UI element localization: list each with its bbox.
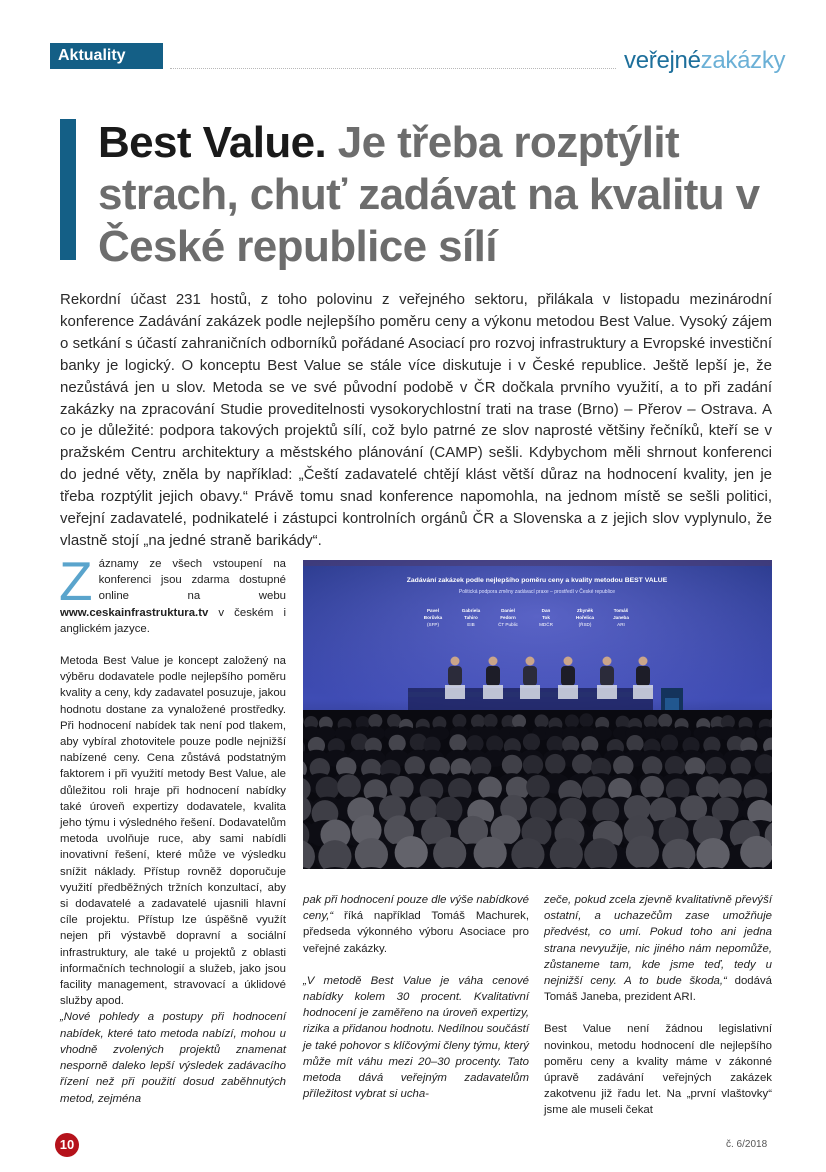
- audience-member: [661, 735, 678, 752]
- intro-paragraph: [59, 550, 286, 637]
- paragraph-gap: [544, 1005, 772, 1021]
- svg-text:Tahiro: Tahiro: [464, 615, 478, 620]
- magazine-brand: [624, 46, 785, 76]
- svg-text:Fedorn: Fedorn: [500, 615, 516, 620]
- audience-member: [572, 754, 592, 774]
- text-column-2: [303, 892, 529, 1102]
- svg-text:Daniel: Daniel: [501, 608, 515, 613]
- quote-continuation: [303, 892, 529, 957]
- audience-member: [395, 836, 428, 869]
- audience-member: [478, 776, 502, 800]
- audience-member: [471, 714, 485, 728]
- audience-member: [452, 714, 466, 728]
- screen-title: Zadávání zakázek podle nejlepšího poměru ceny a kvality metodou BEST VALUE: [406, 577, 668, 584]
- audience-member: [526, 775, 550, 799]
- article-title: [98, 117, 798, 273]
- drop-cap: Z: [59, 550, 93, 612]
- audience-member: [640, 776, 664, 800]
- audience-member: [484, 714, 498, 728]
- section-tag: Aktuality: [50, 43, 163, 69]
- audience-member: [337, 774, 361, 798]
- audience-member: [523, 733, 540, 750]
- title-accent-bar: [60, 119, 76, 260]
- audience-member: [582, 776, 606, 800]
- title-highlight: Best Value.: [98, 118, 327, 167]
- svg-text:Dan: Dan: [541, 608, 551, 613]
- conference-photo: [303, 560, 772, 869]
- audience-member: [389, 735, 406, 752]
- svg-text:ČT Public: ČT Public: [498, 622, 518, 627]
- audience-member: [565, 714, 579, 728]
- brand-part-1: veřejné: [624, 47, 701, 74]
- audience-member: [626, 836, 659, 869]
- audience-member: [368, 714, 382, 728]
- svg-text:Tomáš: Tomáš: [613, 608, 629, 613]
- text-column-3: [544, 892, 772, 1119]
- intro-text: áznamy ze všech vstoupení na konferenci jsou zdarma dostupné online na webu: [98, 558, 286, 603]
- body-paragraph: Best Value není žádnou legislativní novinkou, metodu hodnocení dle nejlepšího poměru ceny a kvality máme v zákonné úpravě zadávání veřejných zakázek zakotvenu již řadu let. Na „první vlaštovky“ jsme ale museli čekat: [544, 1023, 772, 1117]
- audience-member: [613, 756, 633, 776]
- audience-member: [466, 735, 483, 752]
- header-divider: [170, 68, 616, 69]
- article-lead: Rekordní účast 231 hostů, z toho polovinu z veřejného sektoru, přilákala v listopadu mezinárodní konference Zadávání zakázek podle nejlepšího poměru ceny a výkonu metodou Best Value. Vysoký zájem o setkání s účastí zahraničních odborníků pořádané Asociací pro rozvoj infrastruktury a Evropské investiční banky je logický. O konceptu Best Value se stále více diskutuje i v České republice. Ještě lepší je, že nezůstává jen u slov. Metoda se ve své původní podobě v ČR dočkala prvního využití, a to při zadání zakázky na zpracování Studie proveditelnosti vysokorychlostní trati na trase (Brno) – Přerov – Ostrava. A co je důležité: podpora takových projektů sílí, což bylo patrné ze slov naprosté většiny řečníků, kteří se v pražském Centru architektury a městského plánování (CAMP) sešli. Kdybychom měli shrnout konferenci do jedné věty, zněla by například: „Čeští zadavatelé chtějí klást větší důraz na hodnocení kvality, jen je třeba rozptýlit jejich obavy.“ Právě tomu snad konference napomohla, na jednom místě se sešli politici, veřejní zadavatelé, podnikatelé i zástupci kontrolních orgánů ČR a Slovenska a z jejich slov vyplynulo, že vlastně stojí „na jedné straně barikády“.: [60, 291, 772, 549]
- quote-attribution: dodává Tomáš Janeba, prezident ARI.: [544, 975, 772, 1004]
- audience-member: [474, 837, 507, 869]
- audience-member: [502, 755, 522, 775]
- conference-photo-art: [303, 560, 772, 869]
- svg-text:Pavel: Pavel: [426, 608, 440, 613]
- audience-member-body: [335, 726, 355, 740]
- svg-text:ARI: ARI: [617, 622, 625, 627]
- paragraph-gap: [303, 957, 529, 973]
- svg-text:Tok: Tok: [542, 615, 550, 620]
- audience-member: [433, 837, 466, 869]
- svg-text:(SFP): (SFP): [427, 622, 439, 627]
- svg-text:Hořelica: Hořelica: [575, 615, 595, 620]
- quote-text: pak při hodnocení pouze dle výše nabídkové ceny,“: [303, 894, 529, 923]
- audience-member: [449, 734, 466, 751]
- svg-text:MDČR: MDČR: [539, 622, 553, 627]
- svg-text:Gabriela: Gabriela: [461, 608, 481, 613]
- svg-text:EIB: EIB: [467, 622, 475, 627]
- svg-text:(ŘSD): (ŘSD): [578, 622, 592, 627]
- paragraph-gap: [60, 637, 286, 653]
- body-paragraph: Metoda Best Value je koncept založený na výběru dodavatele podle nejlepšího poměru kvality a ceny, kdy zadavatel posuzuje, jakou hodnotu dostane za vynaložené prostředky. Při hodnocení nabídek tak není pod tlakem, aby vybíral zhotovitele pouze podle nejnižší nabízené ceny. Cena zůstává podstatným faktorem i při využití metody Best Value, ale důležitou roli hraje při hodnocení nabídky také úroveň expertizy dodavatele, kvalita jeho týmu i výsledného řešení. Dodavatelům metoda uvolňuje ruce, aby sami nabídli inovativní řešení, které může ve výsledku snížit náklady. Přístup rovněž doporučuje využití předběžných tržních konzultací, aby si dodavatelé a zadavatelé ujasnili hlavní cíle projektu. Přístup lze úspěšně využít nejen při výstavbě dopravní a sociální infrastruktury, ale také u projektů z oblasti informačních technologií a služeb, jako jsou facility management, stravovací a úklidové služby apod.: [60, 655, 286, 1008]
- page-number: 10: [55, 1133, 79, 1157]
- audience-member: [545, 754, 565, 774]
- svg-text:Borůvka: Borůvka: [423, 615, 443, 620]
- audience-member: [387, 714, 401, 728]
- quote-text: zeče, pokud zcela zjevně kvalitativně převýší ostatní, a uchazečům zase umožňuje předvést, co umí. Pokud toho ani jedna strana nevyužije, nic jiného nám nepomůže, zůstaneme tam, kde jsme teď, tedy u nejnižší ceny. A to bude škoda,“: [544, 894, 772, 988]
- audience-member: [696, 776, 720, 800]
- audience-member: [523, 755, 543, 775]
- audience-member: [579, 713, 593, 727]
- brand-part-2: zakázky: [700, 47, 786, 74]
- audience-member: [658, 714, 672, 728]
- svg-text:Janeba: Janeba: [613, 615, 629, 620]
- quote-continuation: [544, 892, 772, 1005]
- screen-subtitle: Politická podpora změny zadávací praxe – prostředí v České republice: [458, 589, 616, 595]
- quote-paragraph: „Nové pohledy a postupy při hodnocení nabídek, které tato metoda nabízí, mohou u vhodně zvolených projektů znamenat nesporně daleko lepší výsledek zadávacího řízení než při použití dosud zaběhnutých metod, zejména: [60, 1011, 286, 1105]
- website-link[interactable]: www.ceskainfrastruktura.tv: [60, 606, 209, 619]
- quote-paragraph: „V metodě Best Value je váha cenové nabídky kolem 30 procent. Kvalitativní hodnocení je zaměřeno na úroveň expertizy, rizika a přidanou hodnotu. Nedílnou součástí je také pohovor s klíčovými členy týmu, který může mít váhu mezi 20–30 procenty. Tato metoda dává veřejným zadavatelům příležitost vybrat si ucha-: [303, 974, 529, 1101]
- intro-text-end: v českém i anglickém jazyce.: [60, 606, 286, 635]
- audience: [303, 713, 772, 869]
- issue-number: č. 6/2018: [726, 1139, 768, 1150]
- text-column-1: [59, 550, 286, 1107]
- quote-attribution: říká například Tomáš Machurek, předseda výkonného výboru Asociace pro veřejné zakázky.: [303, 910, 529, 955]
- svg-text:Zbyněk: Zbyněk: [576, 608, 594, 613]
- audience-member: [626, 735, 643, 752]
- audience-member: [740, 836, 772, 869]
- title-rest: Je třeba rozptýlit strach, chuť zadávat na kvalitu v České republice sílí: [98, 118, 760, 271]
